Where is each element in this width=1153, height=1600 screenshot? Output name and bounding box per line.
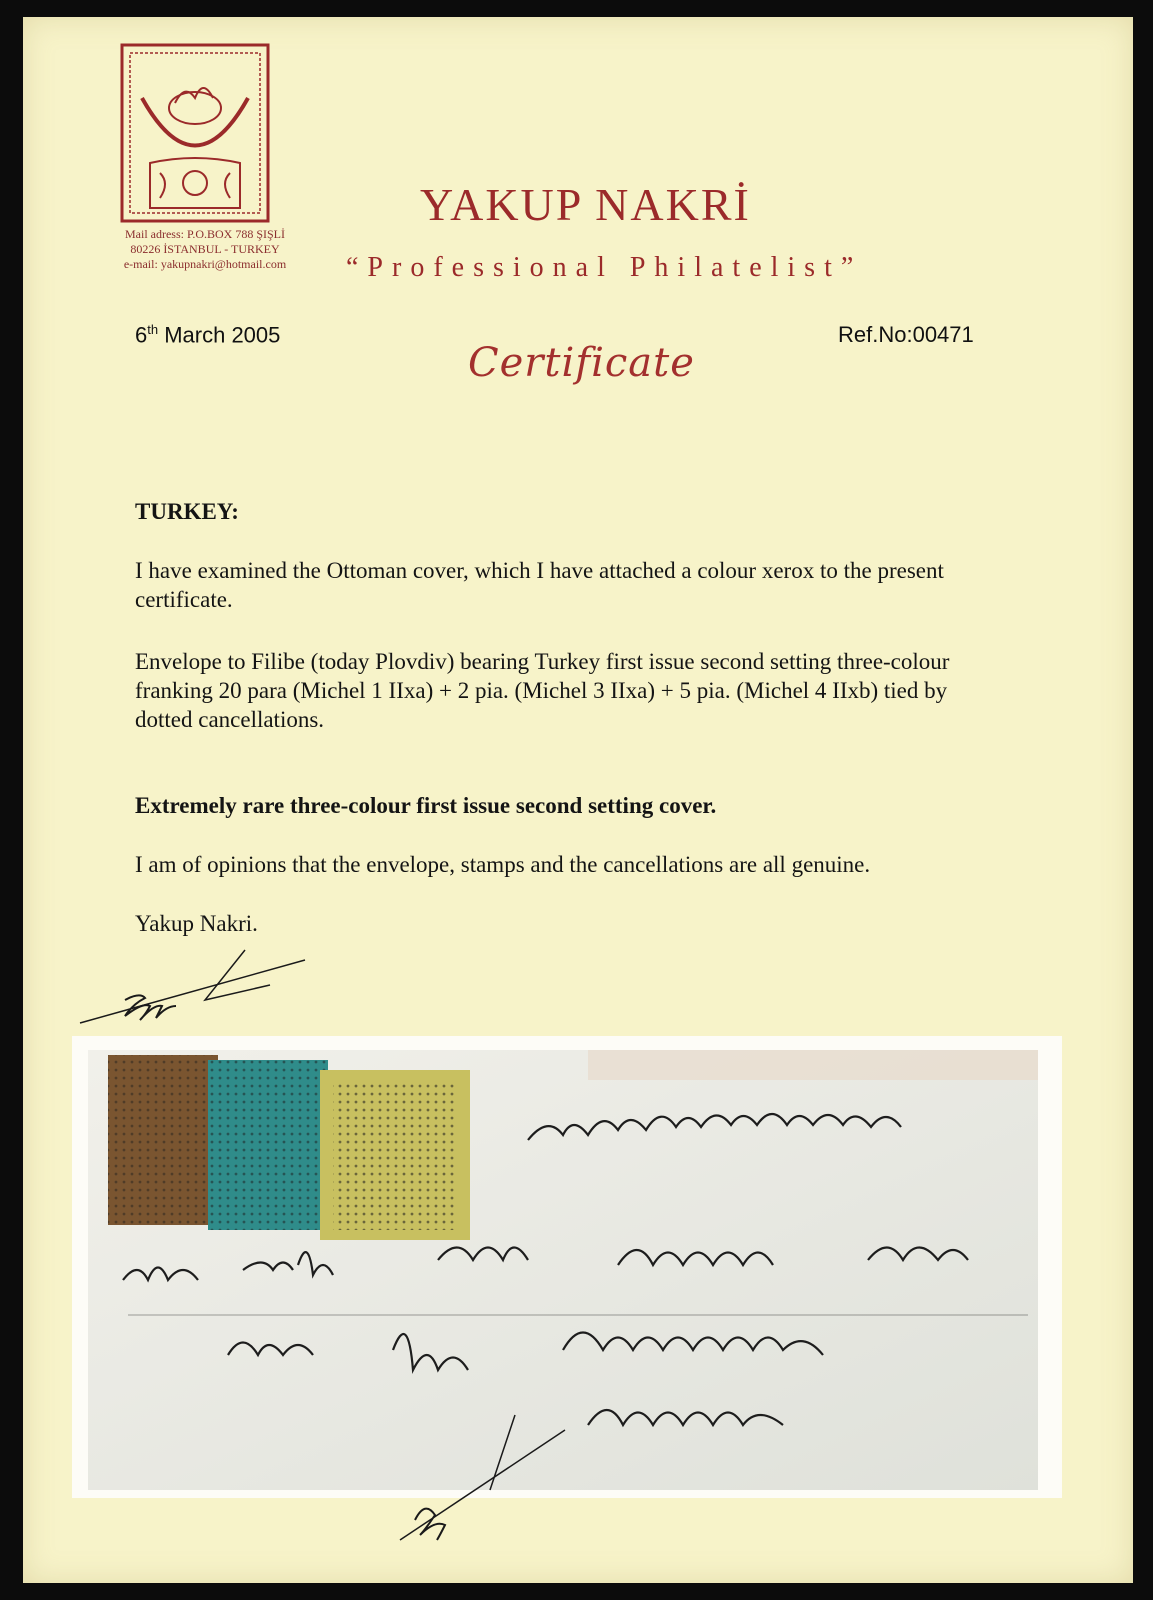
- address-line-city: 80226 İSTANBUL - TURKEY: [130, 242, 280, 256]
- document-title: Certificate: [468, 340, 695, 386]
- date-month-year: March 2005: [158, 322, 281, 348]
- reference-number: Ref.No:00471: [838, 322, 974, 347]
- paragraph-opinion: I am of opinions that the envelope, stamps and the cancellations are all genuine.: [135, 852, 871, 877]
- stamp-2-piastres: [208, 1060, 328, 1230]
- date-suffix: th: [147, 322, 159, 337]
- letterhead-address: [105, 227, 305, 272]
- date-day: 6: [135, 322, 148, 348]
- address-line-postbox: Mail adress: P.O.BOX 788 ŞIŞLİ: [124, 227, 285, 241]
- certificate-date: [135, 322, 280, 348]
- signature: [75, 945, 315, 1035]
- section-heading: TURKEY:: [135, 499, 239, 524]
- paragraph-emphasis: Extremely rare three-colour first issue second setting cover.: [135, 793, 717, 818]
- paragraph-description: Envelope to Filibe (today Plovdiv) bearing Turkey first issue second setting three-colour franking 20 para (Michel 1 IIxa) + 2 pia. (Michel 3 IIxa) + 5 pia. (Michel 4 IIxb) tied by dotted cancellations.: [135, 649, 950, 732]
- paragraph-examination: I have examined the Ottoman cover, which I have attached a colour xerox to the present certificate.: [135, 558, 944, 612]
- letterhead-name: YAKUP NAKRİ: [420, 179, 751, 230]
- address-line-email: e-mail: yakupnakri@hotmail.com: [123, 257, 287, 271]
- letterhead-tagline: “Professional Philatelist”: [346, 252, 863, 283]
- signoff-name: Yakup Nakri.: [135, 911, 258, 936]
- stamp-20-para: [108, 1055, 218, 1225]
- tughra-seal-logo: [120, 43, 270, 223]
- signature-over-photo: [395, 1410, 575, 1550]
- stamp-5-piastres: [320, 1070, 470, 1240]
